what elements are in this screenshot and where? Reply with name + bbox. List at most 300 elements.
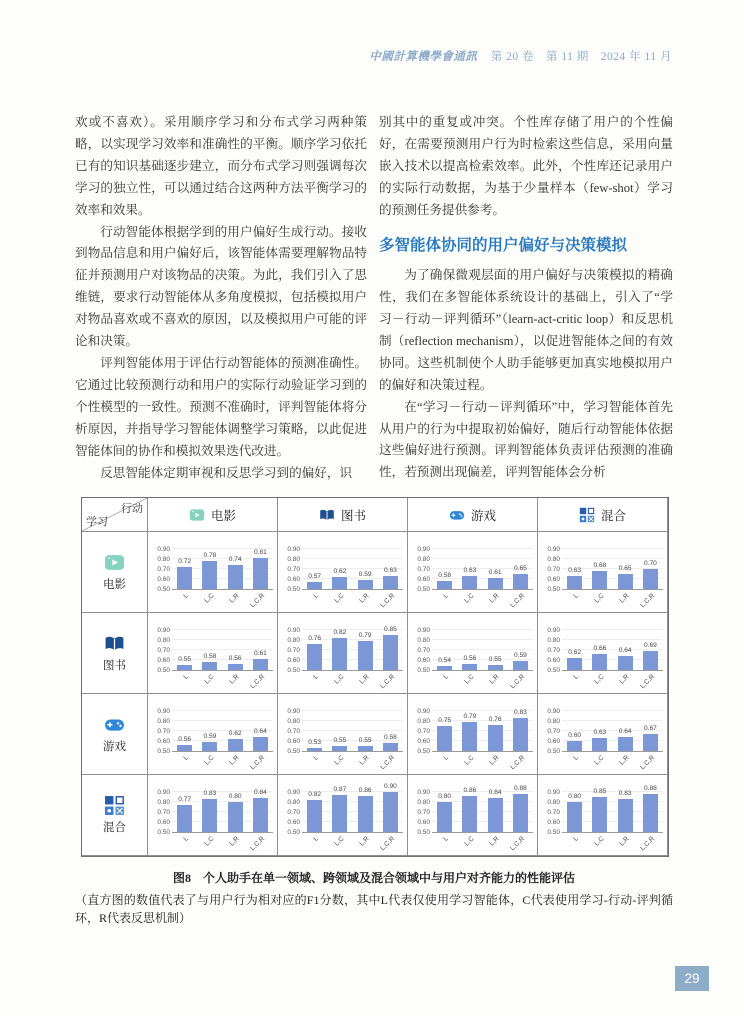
bar-value-label: 0.62 xyxy=(568,648,582,656)
plot-area xyxy=(562,696,663,752)
x-tick-label: L,C xyxy=(593,754,606,767)
bar-slot xyxy=(459,788,481,832)
y-tick-label: 0.60 xyxy=(287,818,300,826)
bar-slot xyxy=(509,653,531,670)
bar-slot xyxy=(174,797,196,832)
x-axis-labels xyxy=(432,590,533,608)
y-tick-label: 0.70 xyxy=(287,808,300,816)
y-tick-label: 0.70 xyxy=(157,565,170,573)
x-tick-label: L,R xyxy=(358,592,371,605)
bar-slot xyxy=(249,790,271,832)
bar xyxy=(253,798,268,832)
x-slot xyxy=(459,590,481,608)
bar-value-label: 0.54 xyxy=(438,656,452,664)
bar xyxy=(177,745,192,751)
x-slot xyxy=(459,752,481,770)
bar xyxy=(202,742,217,751)
bar-slot xyxy=(249,651,271,670)
plot-area xyxy=(172,534,273,590)
bar-slot xyxy=(304,636,326,670)
bar xyxy=(228,565,243,589)
bar xyxy=(383,743,398,751)
x-slot xyxy=(174,671,196,689)
mini-bar-chart xyxy=(278,532,408,613)
y-axis xyxy=(280,615,302,674)
mini-bar-chart xyxy=(408,694,538,775)
bar-value-label: 0.63 xyxy=(568,566,582,574)
row-header-电影 xyxy=(82,532,148,613)
bar-slot xyxy=(589,789,611,832)
bar-slot xyxy=(249,729,271,751)
x-tick-label: L,C xyxy=(593,592,606,605)
mini-bar-chart xyxy=(538,775,668,856)
x-slot xyxy=(249,671,271,689)
x-axis-labels xyxy=(302,752,403,770)
x-slot xyxy=(199,752,221,770)
x-tick-label: L,C,R xyxy=(248,673,266,691)
gridline xyxy=(172,720,273,721)
bar-value-label: 0.62 xyxy=(228,729,242,737)
x-tick-label: L,C xyxy=(333,592,346,605)
bar xyxy=(488,725,503,751)
bar-slot xyxy=(329,787,351,832)
bar-slot xyxy=(614,729,636,751)
column-header-图书 xyxy=(278,498,408,532)
y-tick-label: 0.70 xyxy=(417,565,430,573)
x-tick-label: L,C,R xyxy=(248,592,266,610)
bar-slot xyxy=(379,568,401,589)
y-tick-label: 0.60 xyxy=(547,575,560,583)
mini-bar-chart xyxy=(278,775,408,856)
x-slot xyxy=(224,671,246,689)
bar-value-label: 0.83 xyxy=(618,789,632,797)
y-tick-label: 0.80 xyxy=(157,798,170,806)
bar xyxy=(643,651,658,670)
domain-label: 图书 xyxy=(340,508,366,523)
chart xyxy=(540,534,663,610)
y-tick-label: 0.90 xyxy=(417,626,430,634)
mini-bar-chart xyxy=(408,532,538,613)
x-slot xyxy=(174,752,196,770)
x-slot xyxy=(484,833,506,851)
x-slot xyxy=(509,833,531,851)
bar-slot xyxy=(459,568,481,589)
x-slot xyxy=(174,590,196,608)
bar-slot xyxy=(329,630,351,670)
bar xyxy=(358,580,373,589)
x-tick-label: L xyxy=(182,754,190,762)
x-slot xyxy=(434,833,456,851)
figure-grid xyxy=(81,497,669,857)
page-number-badge: 29 xyxy=(675,966,709,991)
bar-value-label: 0.80 xyxy=(568,792,582,800)
bar xyxy=(567,576,582,589)
x-axis-labels xyxy=(302,590,403,608)
x-slot xyxy=(639,590,661,608)
corner-label-learn: 学习 xyxy=(86,516,108,528)
bar-slot xyxy=(199,791,221,832)
chart xyxy=(410,696,533,772)
x-tick-label: L,C,R xyxy=(638,673,656,691)
plot-area xyxy=(432,615,533,671)
gridline xyxy=(172,629,273,630)
x-slot xyxy=(354,752,376,770)
x-tick-label: L,C,R xyxy=(378,754,396,772)
bar xyxy=(513,661,528,670)
x-slot xyxy=(434,752,456,770)
bar xyxy=(383,792,398,832)
plot-area xyxy=(302,534,403,590)
y-axis xyxy=(540,777,562,836)
bar-value-label: 0.76 xyxy=(488,715,502,723)
y-tick-label: 0.50 xyxy=(547,747,560,755)
x-tick-label: L,C,R xyxy=(378,835,396,853)
y-tick-label: 0.70 xyxy=(417,646,430,654)
bar xyxy=(228,739,243,751)
bar xyxy=(462,576,477,589)
y-tick-label: 0.80 xyxy=(547,636,560,644)
x-tick-label: L,R xyxy=(618,835,631,848)
x-slot xyxy=(379,752,401,770)
movie-icon xyxy=(104,552,125,573)
bar-value-label: 0.55 xyxy=(488,655,502,663)
bar-value-label: 0.87 xyxy=(333,785,347,793)
x-slot xyxy=(304,833,326,851)
paragraph: 别其中的重复或冲突。个性库存储了用户的个性偏好，在需要预测用户行为时检索这些信息，采用向量嵌入技术以提高检索效率。此外，个性库还记录用户的实际行动数据，为基于少量样本（few-shot）学习的预测任务提供参考。 xyxy=(379,115,673,217)
bar-value-label: 0.74 xyxy=(228,555,242,563)
y-axis xyxy=(280,696,302,755)
bar-value-label: 0.56 xyxy=(178,735,192,743)
y-tick-label: 0.90 xyxy=(287,788,300,796)
chart xyxy=(540,696,663,772)
bar-value-label: 0.57 xyxy=(308,572,322,580)
paragraph: 为了确保微观层面的用户偏好与决策模拟的精确性，我们在多智能体系统设计的基础上，引入了“学习－行动－评判循环”（learn-act-critic loop）和反思机制（reflection mechanism），以促进智能体之间的有效协同。这些机制使个人助手能够更加真实地模拟用户的偏好和决策过程。 xyxy=(379,268,673,392)
plot-area xyxy=(302,696,403,752)
x-slot xyxy=(174,833,196,851)
x-tick-label: L,C xyxy=(463,592,476,605)
bar-value-label: 0.90 xyxy=(383,782,397,790)
y-tick-label: 0.50 xyxy=(417,747,430,755)
book-icon xyxy=(104,633,125,654)
gridline xyxy=(302,710,403,711)
y-tick-label: 0.50 xyxy=(287,828,300,836)
gridline xyxy=(562,558,663,559)
gridline xyxy=(432,558,533,559)
y-tick-label: 0.90 xyxy=(417,788,430,796)
bar xyxy=(488,665,503,670)
plot-area xyxy=(302,615,403,671)
x-tick-label: L,C xyxy=(463,754,476,767)
game-icon xyxy=(449,507,465,523)
bar xyxy=(307,800,322,832)
chart xyxy=(150,615,273,691)
gridline xyxy=(562,720,663,721)
figure-8 xyxy=(81,497,669,857)
x-slot xyxy=(484,671,506,689)
plot-area xyxy=(172,696,273,752)
bar-value-label: 0.76 xyxy=(308,634,322,642)
x-tick-label: L xyxy=(572,673,580,681)
paragraph: 欢或不喜欢）。采用顺序学习和分布式学习两种策略，以实现学习效率和准确性的平衡。顺序学习依托已有的知识基础逐步建立，而分布式学习则强调每次学习的独立性，可以通过结合这两种方法平衡学习的效率和效果。 xyxy=(75,115,367,217)
page-header xyxy=(369,48,672,64)
gridline xyxy=(562,639,663,640)
y-tick-label: 0.80 xyxy=(287,636,300,644)
bar xyxy=(513,718,528,751)
bar-value-label: 0.64 xyxy=(618,646,632,654)
y-tick-label: 0.80 xyxy=(287,717,300,725)
row-header-图书 xyxy=(82,613,148,694)
domain-label: 电影 xyxy=(210,508,236,523)
y-tick-label: 0.60 xyxy=(417,818,430,826)
x-slot xyxy=(329,833,351,851)
bar xyxy=(358,641,373,670)
paragraph: 反思智能体定期审视和反思学习到的偏好，识 xyxy=(100,465,353,480)
bar xyxy=(462,796,477,832)
bar-value-label: 0.59 xyxy=(513,651,527,659)
bar xyxy=(202,561,217,589)
chart xyxy=(280,534,403,610)
bar-value-label: 0.65 xyxy=(618,564,632,572)
bar-slot xyxy=(434,718,456,751)
x-tick-label: L,R xyxy=(228,592,241,605)
bar-slot xyxy=(304,792,326,832)
domain-label: 游戏 xyxy=(103,741,126,753)
bar-slot xyxy=(564,650,586,670)
x-tick-label: L,R xyxy=(618,673,631,686)
bar-slot xyxy=(639,786,661,832)
bar xyxy=(592,797,607,832)
bar-slot xyxy=(354,572,376,589)
x-slot xyxy=(484,752,506,770)
bar-slot xyxy=(304,740,326,751)
bar-value-label: 0.85 xyxy=(383,625,397,633)
bar-slot xyxy=(354,633,376,670)
row-header-游戏 xyxy=(82,694,148,775)
chart xyxy=(280,615,403,691)
bar-value-label: 0.79 xyxy=(463,712,477,720)
x-slot xyxy=(354,833,376,851)
column-header-电影 xyxy=(148,498,278,532)
x-tick-label: L,R xyxy=(358,673,371,686)
bar xyxy=(228,802,243,832)
bar-slot xyxy=(249,550,271,589)
bar-value-label: 0.75 xyxy=(438,716,452,724)
bar-value-label: 0.62 xyxy=(333,567,347,575)
bar-slot xyxy=(199,553,221,589)
bar-slot xyxy=(484,657,506,670)
y-tick-label: 0.50 xyxy=(157,666,170,674)
bar-value-label: 0.88 xyxy=(643,784,657,792)
bar xyxy=(332,577,347,589)
y-tick-label: 0.50 xyxy=(417,666,430,674)
bar-value-label: 0.55 xyxy=(333,736,347,744)
y-tick-label: 0.80 xyxy=(547,717,560,725)
bar xyxy=(643,734,658,751)
y-tick-label: 0.90 xyxy=(287,545,300,553)
y-tick-label: 0.60 xyxy=(417,737,430,745)
y-axis xyxy=(410,777,432,836)
x-slot xyxy=(564,671,586,689)
bar-slot xyxy=(329,569,351,589)
bar-value-label: 0.72 xyxy=(178,557,192,565)
bar xyxy=(177,805,192,832)
bar xyxy=(437,802,452,832)
x-tick-label: L xyxy=(572,754,580,762)
y-tick-label: 0.80 xyxy=(287,555,300,563)
plot-area xyxy=(432,777,533,833)
x-tick-label: L,C,R xyxy=(508,592,526,610)
y-tick-label: 0.60 xyxy=(547,656,560,664)
gridline xyxy=(562,710,663,711)
x-slot xyxy=(199,671,221,689)
y-tick-label: 0.90 xyxy=(547,707,560,715)
bar-slot xyxy=(174,559,196,589)
bar-value-label: 0.64 xyxy=(618,727,632,735)
paragraph: 评判智能体用于评估行动智能体的预测准确性。它通过比较预测行动和用户的实际行动验证学习到的个性模型的一致性。预测不准确时，评判智能体将分析原因，并指导学习智能体调整学习策略，以此促进智能体间的协作和模拟效果迭代改进。 xyxy=(75,355,367,458)
bar xyxy=(307,748,322,751)
bar-value-label: 0.63 xyxy=(383,566,397,574)
mini-bar-chart xyxy=(148,775,278,856)
bar-value-label: 0.56 xyxy=(463,654,477,662)
y-tick-label: 0.70 xyxy=(547,646,560,654)
y-tick-label: 0.60 xyxy=(157,656,170,664)
x-tick-label: L xyxy=(312,592,320,600)
chart xyxy=(280,696,403,772)
bar-value-label: 0.67 xyxy=(643,724,657,732)
bar-value-label: 0.53 xyxy=(308,738,322,746)
y-axis xyxy=(280,777,302,836)
game-icon xyxy=(104,714,125,735)
plot-area xyxy=(172,615,273,671)
bar-slot xyxy=(354,788,376,832)
bar-value-label: 0.84 xyxy=(253,788,267,796)
x-tick-label: L,C,R xyxy=(248,835,266,853)
x-slot xyxy=(459,671,481,689)
bar xyxy=(383,576,398,589)
gridline xyxy=(302,720,403,721)
x-tick-label: L,C,R xyxy=(508,673,526,691)
bar-value-label: 0.66 xyxy=(593,644,607,652)
x-slot xyxy=(459,833,481,851)
bar-slot xyxy=(199,654,221,670)
bar xyxy=(332,746,347,751)
bar-value-label: 0.85 xyxy=(593,787,607,795)
plot-area xyxy=(562,534,663,590)
bar-value-label: 0.88 xyxy=(513,784,527,792)
x-slot xyxy=(379,833,401,851)
bar-value-label: 0.78 xyxy=(203,551,217,559)
chart xyxy=(540,777,663,853)
bar xyxy=(228,664,243,670)
x-slot xyxy=(354,671,376,689)
domain-label: 电影 xyxy=(103,579,126,591)
x-tick-label: L,C,R xyxy=(378,592,396,610)
y-tick-label: 0.70 xyxy=(287,565,300,573)
bar xyxy=(488,578,503,589)
bar-slot xyxy=(639,643,661,670)
x-slot xyxy=(614,590,636,608)
x-tick-label: L,R xyxy=(618,592,631,605)
plot-area xyxy=(172,777,273,833)
y-tick-label: 0.60 xyxy=(157,575,170,583)
y-tick-label: 0.50 xyxy=(157,747,170,755)
journal-title: 中國計算機學會通訊 xyxy=(369,51,478,63)
x-slot xyxy=(509,671,531,689)
y-tick-label: 0.80 xyxy=(417,717,430,725)
bar-slot xyxy=(174,737,196,751)
bar-slot xyxy=(564,568,586,589)
bar-value-label: 0.82 xyxy=(308,790,322,798)
y-tick-label: 0.90 xyxy=(417,545,430,553)
y-tick-label: 0.60 xyxy=(287,575,300,583)
y-tick-label: 0.60 xyxy=(417,656,430,664)
bar-slot xyxy=(639,726,661,751)
bar xyxy=(618,574,633,589)
x-tick-label: L,R xyxy=(488,673,501,686)
chart xyxy=(150,534,273,610)
y-axis xyxy=(150,777,172,836)
x-slot xyxy=(564,590,586,608)
y-axis xyxy=(150,534,172,593)
x-tick-label: L,C xyxy=(333,673,346,686)
x-axis-labels xyxy=(432,833,533,851)
x-slot xyxy=(434,590,456,608)
bar xyxy=(592,738,607,751)
x-tick-label: L xyxy=(442,673,450,681)
x-slot xyxy=(509,752,531,770)
x-tick-label: L,R xyxy=(228,835,241,848)
x-slot xyxy=(589,671,611,689)
y-tick-label: 0.90 xyxy=(287,626,300,634)
y-axis xyxy=(410,615,432,674)
x-tick-label: L,C,R xyxy=(638,835,656,853)
x-axis-labels xyxy=(172,671,273,689)
gridline xyxy=(172,639,273,640)
x-slot xyxy=(614,752,636,770)
y-tick-label: 0.80 xyxy=(157,717,170,725)
bar-slot xyxy=(614,791,636,832)
bar-slot xyxy=(614,648,636,670)
bar-slot xyxy=(434,573,456,589)
bar-value-label: 0.65 xyxy=(513,564,527,572)
x-slot xyxy=(614,833,636,851)
bar xyxy=(567,658,582,670)
bar xyxy=(253,558,268,589)
chart xyxy=(410,615,533,691)
gridline xyxy=(302,548,403,549)
x-slot xyxy=(329,752,351,770)
x-slot xyxy=(249,833,271,851)
x-tick-label: L xyxy=(572,592,580,600)
plot-area xyxy=(562,777,663,833)
mixed-icon xyxy=(104,795,125,816)
x-slot xyxy=(304,671,326,689)
bar-slot xyxy=(379,784,401,832)
bar-slot xyxy=(639,561,661,589)
plot-area xyxy=(302,777,403,833)
bar-value-label: 0.80 xyxy=(228,792,242,800)
chart xyxy=(150,696,273,772)
bar xyxy=(358,796,373,832)
mini-bar-chart xyxy=(278,694,408,775)
x-tick-label: L,C,R xyxy=(508,835,526,853)
x-tick-label: L,C xyxy=(463,835,476,848)
left-text-column xyxy=(75,112,367,484)
gridline xyxy=(562,548,663,549)
x-slot xyxy=(304,752,326,770)
bar-slot xyxy=(224,794,246,832)
domain-label: 图书 xyxy=(103,660,126,672)
